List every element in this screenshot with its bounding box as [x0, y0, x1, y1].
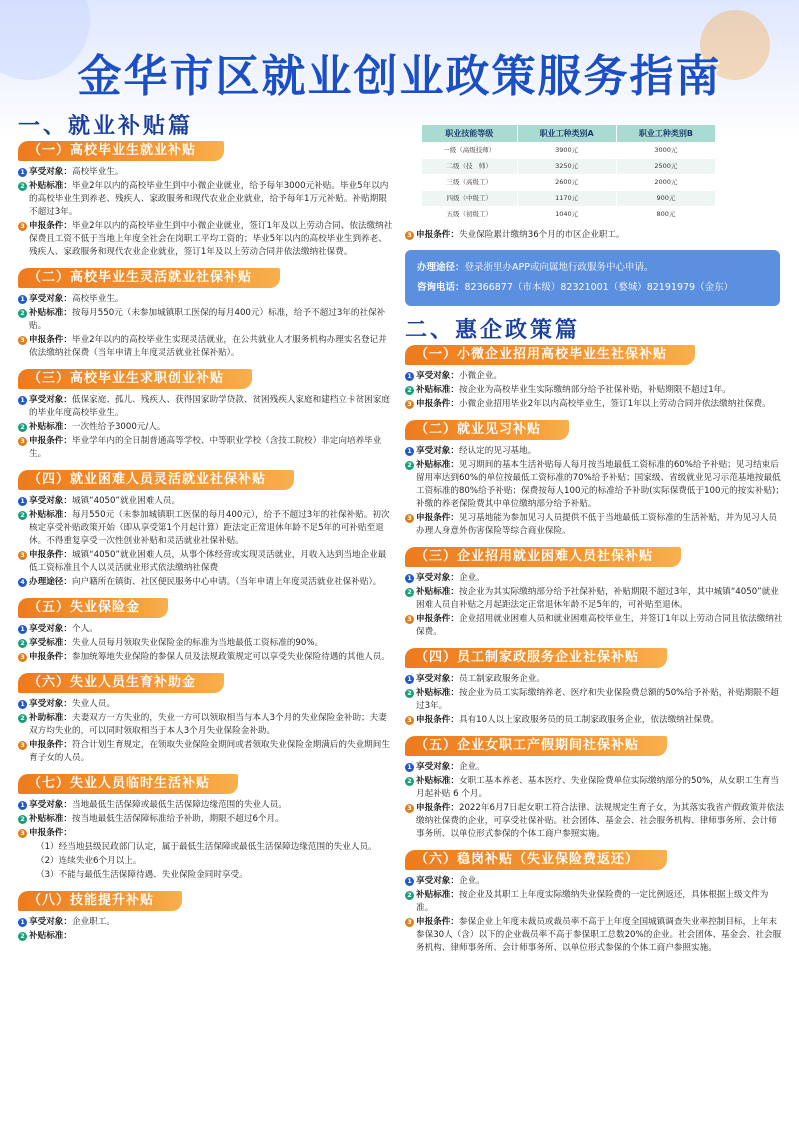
item-label: 享受对象： [29, 167, 72, 177]
item-text: 城镇“4050”就业困难人员。 [71, 496, 181, 506]
item-text: 每月550元（未参加城镇职工医保的每月400元），给予不超过3年的社保补贴。初次核定享受补贴政策开始（即从享受第1个月起计算）距法定正常退休年龄不足5年的可补贴至退休。不得重复享受一次性创业补贴和灵活就业社保补贴。 [29, 510, 390, 546]
item-text: 低保家庭、孤儿、残疾人、获得国家助学贷款、贫困残疾人家庭和建档立卡贫困家庭的毕业年度高校毕业生。 [29, 395, 390, 418]
list-item [18, 394, 393, 420]
list-item [18, 495, 393, 508]
number-2-icon: 2 [405, 588, 414, 597]
item-text: 2022年6月7日起女职工符合法律、法规规定生育子女，为其落实我省产假政策并依法缴纳社保费的企业，可享受社保补贴。社会团体、基金会、社会服务机构、律师事务所、会计师事务所、以单位形式参保的个体工商户参照实施。 [416, 803, 784, 839]
left-column [18, 114, 393, 952]
item-text: 符合计划生育规定，在领取失业保险金期间或者领取失业保险金期满后的失业期间生育子女的人员。 [29, 740, 390, 763]
policy-section [18, 673, 393, 765]
table-row [422, 143, 716, 159]
table-cell: 3900元 [517, 143, 616, 159]
sub-condition: （3）不能与最低生活保障待遇、失业保险金同时享受。 [36, 870, 248, 880]
item-label: 享受对象： [416, 674, 459, 684]
policy-section [405, 345, 785, 411]
section-heading: （二）就业见习补贴 [405, 420, 569, 440]
list-item [405, 687, 785, 713]
list-item [18, 435, 393, 461]
item-label: 申报条件： [29, 740, 72, 750]
list-item [405, 889, 785, 915]
item-text: 具有10人以上家政服务员的员工制家政服务企业，依法缴纳社保费。 [458, 715, 720, 725]
list-item [405, 673, 785, 686]
item-text: 见习基地能为参加见习人员提供不低于当地最低工资标准的生活补贴，并为见习人员办理人身意外伤害保险等综合商业保险。 [416, 513, 777, 536]
table-header: 职业技能等级 [422, 125, 518, 143]
number-4-icon: 4 [18, 578, 27, 587]
section-heading: （六）失业人员生育补助金 [18, 673, 224, 693]
item-label: 补贴标准： [416, 587, 459, 597]
item-text: 按企业为员工实际缴纳养老、医疗和失业保险费总额的50%给予补贴，补贴期限不超过3年。 [416, 688, 779, 711]
list-item [18, 307, 393, 333]
item-text: 小微企业招用毕业2年以内高校毕业生，签订1年以上劳动合同并依法缴纳社保费。 [458, 399, 771, 409]
item-text: 当地最低生活保障或最低生活保障边缘范围的失业人员。 [71, 800, 287, 810]
item-text: 一次性给予3000元/人。 [71, 422, 166, 432]
list-item [405, 761, 785, 774]
number-2-icon: 2 [405, 689, 414, 698]
list-item [18, 813, 393, 826]
number-3-icon: 3 [405, 716, 414, 725]
table-row [422, 175, 716, 191]
policy-section [405, 547, 785, 639]
number-3-icon: 3 [405, 918, 414, 927]
item-label: 补贴标准： [416, 460, 459, 470]
table-cell: 二级（技 师） [422, 159, 518, 175]
item-label: 补贴标准： [416, 385, 459, 395]
item-label: 享受对象： [29, 917, 72, 927]
number-3-icon: 3 [18, 741, 27, 750]
table-cell: 三级（高级工） [422, 175, 518, 191]
item-text: 员工制家政服务企业。 [458, 674, 545, 684]
section-heading: （二）高校毕业生灵活就业社保补贴 [18, 268, 280, 288]
number-1-icon: 1 [18, 625, 27, 634]
list-item [405, 229, 785, 242]
table-cell: 1170元 [517, 191, 616, 207]
list-item [18, 712, 393, 738]
item-text: 失业人员每月领取失业保险金的标准为当地最低工资标准的90%。 [71, 638, 324, 648]
part1-sections [18, 141, 393, 943]
list-item [18, 916, 393, 929]
list-item [405, 445, 785, 458]
item-text: 企业职工。 [71, 917, 115, 927]
policy-section [18, 774, 393, 882]
contact-box [405, 250, 780, 306]
list-item [18, 930, 393, 943]
number-2-icon: 2 [405, 386, 414, 395]
item-label: 补贴标准： [29, 814, 72, 824]
list-item [405, 459, 785, 511]
item-label: 申报条件： [29, 221, 72, 231]
item-label: 申报条件： [416, 614, 459, 624]
item-text: 企业。 [458, 573, 485, 583]
item-label: 补贴标准： [29, 422, 72, 432]
item-label: 申报条件： [416, 513, 459, 523]
list-item [18, 421, 393, 434]
item-text: 参保企业上年度未裁员或裁员率不高于上年度全国城镇调查失业率控制目标，上年末参保30人（含）以下的企业裁员率不高于参保职工总数20%的企业。社会团体、基金会、社会服务机构、律师事务所、会计师事务所、以单位形式参保的个体工商户参照实施。 [416, 917, 782, 953]
section-heading: （八）技能提升补贴 [18, 891, 182, 911]
skill-subsidy-table [421, 124, 716, 223]
item-label: 申报条件： [29, 550, 72, 560]
policy-section [405, 736, 785, 841]
table-header: 职业工种类别A [517, 125, 616, 143]
item-label: 申报条件： [29, 652, 72, 662]
list-item [405, 398, 785, 411]
number-1-icon: 1 [18, 801, 27, 810]
number-3-icon: 3 [405, 615, 414, 624]
list-item [405, 572, 785, 585]
item-label: 补贴标准： [29, 181, 72, 191]
number-2-icon: 2 [18, 815, 27, 824]
number-3-icon: 3 [405, 804, 414, 813]
contact-route [417, 258, 768, 278]
list-item [18, 637, 393, 650]
number-3-icon: 3 [18, 437, 27, 446]
list-item [405, 875, 785, 888]
section-heading: （三）企业招用就业困难人员社保补贴 [405, 547, 681, 567]
item-text: 高校毕业生。 [71, 294, 124, 304]
item-text: 个人。 [71, 624, 98, 634]
item-label: 补贴标准： [416, 688, 459, 698]
number-2-icon: 2 [18, 309, 27, 318]
section-heading: （一）小微企业招用高校毕业生社保补贴 [405, 345, 695, 365]
list-item [405, 384, 785, 397]
table-cell: 2500元 [616, 159, 715, 175]
table-cell: 3250元 [517, 159, 616, 175]
number-1-icon: 1 [18, 396, 27, 405]
sub-condition: （1）经当地县级民政部门认定，属于最低生活保障或最低生活保障边缘范围的失业人员。 [36, 842, 377, 852]
section-heading: （五）企业女职工产假期间社保补贴 [405, 736, 667, 756]
table-cell: 一级（高级技师） [422, 143, 518, 159]
item-label: 申报条件： [29, 828, 72, 838]
item-label: 享受标准： [29, 638, 72, 648]
section-heading: （六）稳岗补贴（失业保险费返还） [405, 850, 667, 870]
list-item [405, 916, 785, 955]
item-text: 向户籍所在镇街、社区便民服务中心申请。（当年申请上年度灵活就业社保补贴）。 [71, 577, 382, 587]
table-cell: 2000元 [616, 175, 715, 191]
number-3-icon: 3 [18, 653, 27, 662]
part1-title: 一、就业补贴篇 [18, 114, 194, 139]
item-text: 小微企业。 [458, 371, 502, 381]
number-1-icon: 1 [405, 675, 414, 684]
section-heading: （四）就业困难人员灵活就业社保补贴 [18, 470, 294, 490]
number-2-icon: 2 [18, 932, 27, 941]
item-label: 办理途径： [29, 577, 72, 587]
item-text: 按当地最低生活保障标准给予补助，期限不超过6个月。 [71, 814, 284, 824]
number-2-icon: 2 [18, 182, 27, 191]
item-text: 参加统筹地失业保险的参保人员及法规政策规定可以享受失业保险待遇的其他人员。 [71, 652, 390, 662]
section-heading: （五）失业保险金 [18, 598, 168, 618]
item-label: 申报条件： [29, 335, 72, 345]
table-cell: 900元 [616, 191, 715, 207]
table-header: 职业工种类别B [616, 125, 715, 143]
item-text: 女职工基本养老、基本医疗、失业保险费单位实际缴纳部分的50%，从女职工生育当月起补贴 6 个月。 [416, 776, 779, 799]
number-1-icon: 1 [18, 700, 27, 709]
sub-condition: （2）连续失业6个月以上。 [36, 856, 142, 866]
item-label: 申报条件： [416, 715, 459, 725]
item-text: 毕业2年以内的高校毕业生实现灵活就业，在公共就业人才服务机构办理实名登记并依法缴纳社保费（当年申请上年度灵活就业社保补贴）。 [29, 335, 387, 358]
list-item [18, 293, 393, 306]
item-label: 申报条件： [416, 230, 459, 240]
item-label: 享受对象： [416, 446, 459, 456]
policy-section [18, 268, 393, 360]
list-item [18, 220, 393, 259]
skill-subsidy-table-wrap [421, 124, 716, 223]
item-label: 补贴标准： [29, 308, 72, 318]
item-label: 享受对象： [416, 762, 459, 772]
list-item [405, 802, 785, 841]
list-item [18, 166, 393, 179]
number-3-icon: 3 [18, 336, 27, 345]
policy-section [405, 648, 785, 727]
number-3-icon: 3 [405, 400, 414, 409]
item-label: 申报条件： [29, 436, 72, 446]
list-item [405, 586, 785, 612]
item-text: 企业。 [458, 762, 485, 772]
item-label: 享受对象： [416, 371, 459, 381]
number-1-icon: 1 [18, 168, 27, 177]
number-3-icon: 3 [405, 514, 414, 523]
list-item [18, 698, 393, 711]
list-item [18, 576, 393, 589]
item-text: 毕业学年内的全日制普通高等学校、中等职业学校（含技工院校）非定向培养毕业生。 [29, 436, 382, 459]
item-text: 失业人员。 [71, 699, 115, 709]
right-column [405, 120, 785, 964]
list-item [405, 613, 785, 639]
number-1-icon: 1 [405, 574, 414, 583]
item-label: 享受对象： [416, 876, 459, 886]
number-2-icon: 2 [18, 423, 27, 432]
route-text: 登录浙里办APP或向属地行政服务中心申请。 [464, 262, 654, 273]
number-1-icon: 1 [405, 372, 414, 381]
item-label: 申报条件： [416, 803, 459, 813]
list-item [18, 549, 393, 575]
item-text: 夫妻双方一方失业的，失业一方可以领取相当与本人3个月的失业保险金补助；夫妻双方均失业的，可以同时领取相当于本人3个月失业保险金补助。 [29, 713, 387, 736]
list-item [405, 512, 785, 538]
item-label: 补贴标准： [416, 776, 459, 786]
item-label: 享受对象： [29, 699, 72, 709]
table-row [422, 159, 716, 175]
number-1-icon: 1 [405, 447, 414, 456]
table-row [422, 191, 716, 207]
table-cell: 四级（中级工） [422, 191, 518, 207]
number-2-icon: 2 [18, 714, 27, 723]
item-text: 城镇“4050”就业困难人员，从事个体经营或实现灵活就业，月收入达到当地企业最低工资标准且个人以灵活就业形式依法缴纳社保费 [29, 550, 387, 573]
item-label: 享受对象： [29, 395, 72, 405]
policy-section [18, 141, 393, 259]
item-text: 毕业2年以内的高校毕业生到中小微企业就业，签订1年及以上劳动合同、依法缴纳社保费且工资不低于当地上年度全社会在岗职工平均工资的；毕业5年以内的高校毕业生到养老、残疾人、家政服务和现代农业企业就业，签订1年及以上劳动合同并依法缴纳社保费。 [29, 221, 393, 257]
item-label: 享受对象： [29, 624, 72, 634]
policy-section [18, 891, 393, 943]
item-label: 补贴标准： [29, 510, 72, 520]
item-label: 享受对象： [29, 800, 72, 810]
section-heading: （七）失业人员临时生活补贴 [18, 774, 238, 794]
number-2-icon: 2 [18, 511, 27, 520]
number-3-icon: 3 [18, 551, 27, 560]
item-text: 失业保险累计缴纳36个月的市区企业职工。 [458, 230, 625, 240]
part2-title: 二、惠企政策篇 [405, 318, 581, 343]
item-label: 申报条件： [416, 917, 459, 927]
list-item [18, 180, 393, 219]
item-text: 高校毕业生。 [71, 167, 124, 177]
section-heading: （三）高校毕业生求职创业补贴 [18, 369, 252, 389]
number-1-icon: 1 [18, 295, 27, 304]
number-2-icon: 2 [405, 891, 414, 900]
number-1-icon: 1 [405, 763, 414, 772]
item-text: 按企业为其实际缴纳部分给予社保补贴，补贴期限不超过3年，其中城镇“4050”就业困难人员自补贴之月起距法定正常退休年龄不足5年的，可补贴至退休。 [416, 587, 779, 610]
item-label: 补贴标准： [29, 931, 72, 941]
phone-text: 82366877（市本级）82321001（婺城）82191979（金东） [464, 282, 734, 293]
item-label: 享受对象： [29, 496, 72, 506]
item-text: 企业招用就业困难人员和就业困难高校毕业生，并签订1年以上劳动合同且依法缴纳社保费。 [416, 614, 783, 637]
list-item [405, 370, 785, 383]
section-heading: （一）高校毕业生就业补贴 [18, 141, 224, 161]
item-label: 补助标准： [29, 713, 72, 723]
policy-section [18, 369, 393, 461]
list-item [18, 739, 393, 765]
list-item [18, 509, 393, 548]
policy-section [405, 850, 785, 955]
table-cell: 2600元 [517, 175, 616, 191]
contact-phone [417, 278, 768, 298]
list-item [18, 334, 393, 360]
list-item [18, 799, 393, 812]
number-1-icon: 1 [405, 877, 414, 886]
number-3-icon: 3 [18, 829, 27, 838]
item-text: 按企业为高校毕业生实际缴纳部分给予社保补贴，补贴期限不超过1年。 [458, 385, 731, 395]
table-cell: 800元 [616, 207, 715, 223]
list-item [18, 623, 393, 636]
policy-section [405, 420, 785, 538]
item-text: 毕业2年以内的高校毕业生到中小微企业就业，给予每年3000元补贴。毕业5年以内的高校毕业生到养老、残疾人、家政服务和现代农业企业就业，给予每年1万元补贴。补贴期限不超过3年。 [29, 181, 389, 217]
table-cell: 五级（初级工） [422, 207, 518, 223]
phone-label: 咨询电话： [417, 282, 465, 293]
section-heading: （四）员工制家政服务企业社保补贴 [405, 648, 667, 668]
table-row [422, 207, 716, 223]
number-2-icon: 2 [405, 777, 414, 786]
number-2-icon: 2 [18, 639, 27, 648]
item-text: 按每月550元（未参加城镇职工医保的每月400元）标准，给予不超过3年的社保补贴。 [29, 308, 386, 331]
item-label: 补贴标准： [416, 890, 459, 900]
item-text: 经认定的见习基地。 [458, 446, 537, 456]
route-label: 办理途径： [417, 262, 465, 273]
list-item [405, 714, 785, 727]
number-1-icon: 1 [18, 918, 27, 927]
item-text: 按企业及其职工上年度实际缴纳失业保险费的一定比例返还，具体根据上级文件为准。 [416, 890, 769, 913]
policy-section [18, 470, 393, 589]
policy-section [18, 598, 393, 664]
page-title: 金华市区就业创业政策服务指南 [77, 51, 722, 102]
item-label: 享受对象： [29, 294, 72, 304]
part2-sections [405, 345, 785, 955]
number-2-icon: 2 [405, 461, 414, 470]
list-item [405, 775, 785, 801]
item-text: 见习期间的基本生活补贴每人每月按当地最低工资标准的60%给予补贴；见习结束后留用率达到60%的单位按最低工资标准的70%给予补贴；国家级、省级就业见习示范基地按最低工资标准的80%给予补贴；保费按每人100元的标准给予补助(实际保费低于100元的按实补贴)；补缴的养老保险费其中单位缴纳部分给予补贴。 [416, 460, 784, 509]
number-1-icon: 1 [18, 497, 27, 506]
number-3-icon: 3 [405, 231, 414, 240]
table-cell: 1040元 [517, 207, 616, 223]
item-text: 企业。 [458, 876, 485, 886]
item-label: 享受对象： [416, 573, 459, 583]
number-3-icon: 3 [18, 222, 27, 231]
item-label: 申报条件： [416, 399, 459, 409]
list-item [18, 827, 393, 840]
table-cell: 3000元 [616, 143, 715, 159]
list-item [18, 651, 393, 664]
